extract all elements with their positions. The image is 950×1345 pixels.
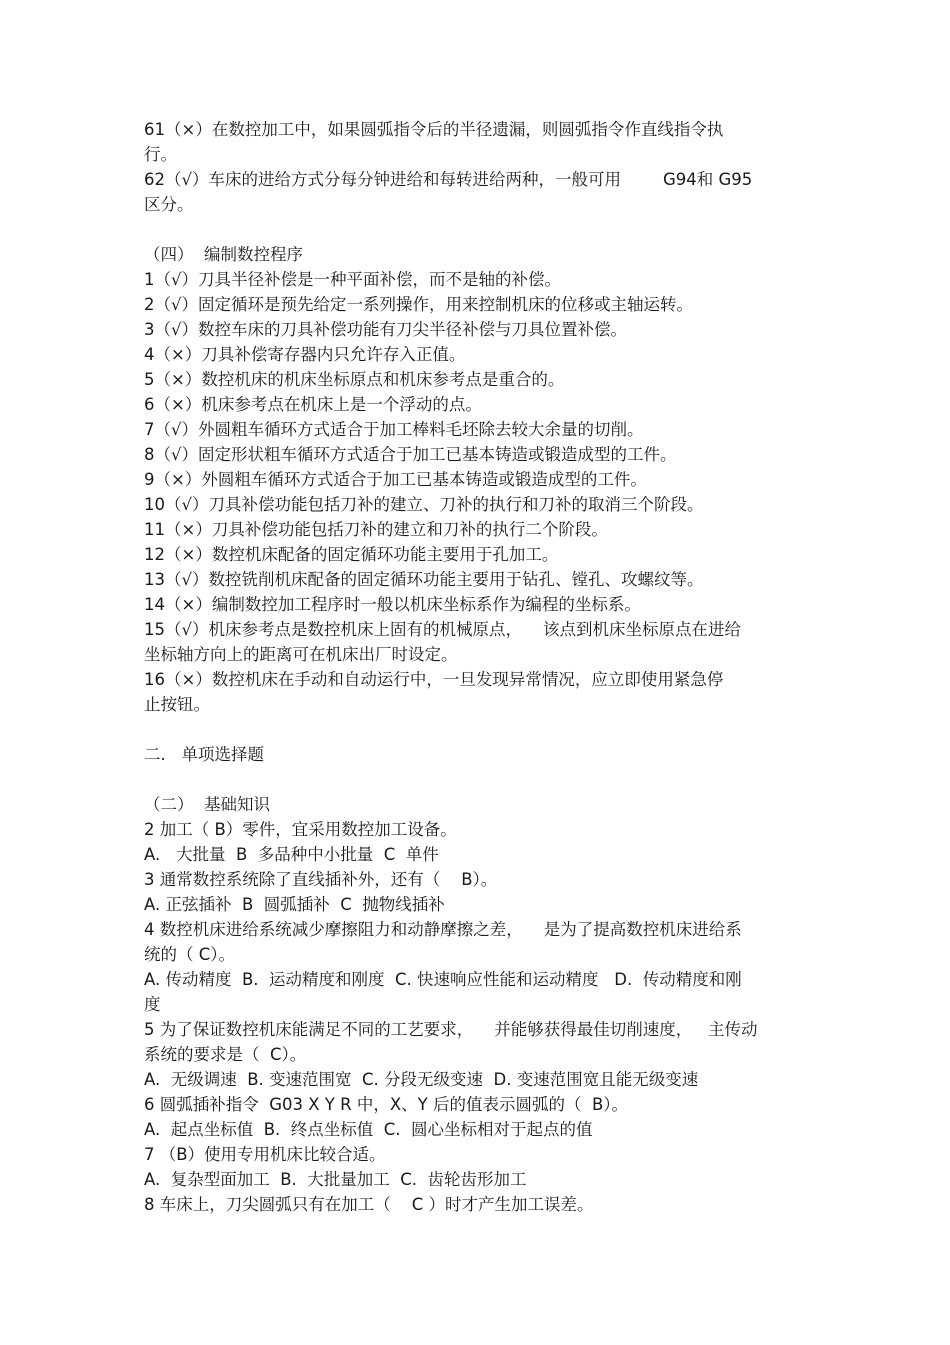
text-line: 4（×）刀具补偿寄存器内只允许存入正值。: [144, 345, 466, 364]
text-line: 2 加工（ B）零件，宜采用数控加工设备。: [144, 820, 457, 839]
text-line: 统的（ C）。: [144, 945, 236, 964]
text-line: （四） 编制数控程序: [144, 245, 303, 264]
text-line: 16（×）数控机床在手动和自动运行中，一旦发现异常情况，应立即使用紧急停: [144, 670, 724, 689]
text-line: 3 通常数控系统除了直线插补外，还有（ B）。: [144, 870, 498, 889]
text-line: 6（×）机床参考点在机床上是一个浮动的点。: [144, 395, 482, 414]
text-line: 13（√）数控铣削机床配备的固定循环功能主要用于钻孔、镗孔、攻螺纹等。: [144, 570, 704, 589]
text-line: 9（×）外圆粗车循环方式适合于加工已基本铸造或锻造成型的工件。: [144, 470, 647, 489]
text-line: 二. 单项选择题: [144, 745, 264, 764]
blank-line: [144, 717, 814, 742]
text-line: 5（×）数控机床的机床坐标原点和机床参考点是重合的。: [144, 370, 565, 389]
text-line: 4 数控机床进给系统减少摩擦阻力和动静摩擦之差， 是为了提高数控机床进给系: [144, 920, 742, 939]
text-line: 度: [144, 995, 161, 1014]
text-line: 62（√）车床的进给方式分每分钟进给和每转进给两种，一般可用 G94和 G95: [144, 170, 753, 189]
text-line: 15（√）机床参考点是数控机床上固有的机械原点， 该点到机床坐标原点在进给: [144, 620, 741, 639]
text-line: 系统的要求是（ C）。: [144, 1045, 307, 1064]
text-line: 5 为了保证数控机床能满足不同的工艺要求， 并能够获得最佳切削速度， 主传动: [144, 1020, 758, 1039]
text-line: A. 大批量 B 多品种中小批量 C 单件: [144, 845, 439, 864]
text-line: A. 起点坐标值 B. 终点坐标值 C. 圆心坐标相对于起点的值: [144, 1120, 593, 1139]
text-line: 区分。: [144, 195, 194, 214]
text-line: 61（×）在数控加工中，如果圆弧指令后的半径遗漏，则圆弧指令作直线指令执: [144, 120, 724, 139]
document-body: [144, 117, 814, 1217]
text-line: A. 复杂型面加工 B. 大批量加工 C. 齿轮齿形加工: [144, 1170, 527, 1189]
text-line: 2（√）固定循环是预先给定一系列操作，用来控制机床的位移或主轴运转。: [144, 295, 694, 314]
text-line: 8（√）固定形状粗车循环方式适合于加工已基本铸造或锻造成型的工件。: [144, 445, 677, 464]
blank-line: [144, 767, 814, 792]
text-line: 10（√）刀具补偿功能包括刀补的建立、刀补的执行和刀补的取消三个阶段。: [144, 495, 704, 514]
text-line: 坐标轴方向上的距离可在机床出厂时设定。: [144, 645, 458, 664]
text-line: 止按钮。: [144, 695, 210, 714]
text-line: 12（×）数控机床配备的固定循环功能主要用于孔加工。: [144, 545, 559, 564]
text-line: A. 无级调速 B. 变速范围宽 C. 分段无级变速 D. 变速范围宽且能无级变速: [144, 1070, 699, 1089]
text-line: 14（×）编制数控加工程序时一般以机床坐标系作为编程的坐标系。: [144, 595, 641, 614]
text-line: 6 圆弧插补指令 G03 X Y R 中，X、Y 后的值表示圆弧的（ B）。: [144, 1095, 629, 1114]
text-line: 8 车床上，刀尖圆弧只有在加工（ C ）时才产生加工误差。: [144, 1195, 594, 1214]
blank-line: [144, 217, 814, 242]
text-line: 1（√）刀具半径补偿是一种平面补偿，而不是轴的补偿。: [144, 270, 562, 289]
text-line: 7 （B）使用专用机床比较合适。: [144, 1145, 386, 1164]
text-line: 11（×）刀具补偿功能包括刀补的建立和刀补的执行二个阶段。: [144, 520, 608, 539]
text-line: A. 正弦插补 B 圆弧插补 C 抛物线插补: [144, 895, 445, 914]
text-line: 7（√）外圆粗车循环方式适合于加工棒料毛坯除去较大余量的切削。: [144, 420, 644, 439]
text-line: 3（√）数控车床的刀具补偿功能有刀尖半径补偿与刀具位置补偿。: [144, 320, 628, 339]
text-line: 行。: [144, 145, 177, 164]
text-line: A. 传动精度 B. 运动精度和刚度 C. 快速响应性能和运动精度 D. 传动精度和刚: [144, 970, 742, 989]
text-line: （二） 基础知识: [144, 795, 270, 814]
